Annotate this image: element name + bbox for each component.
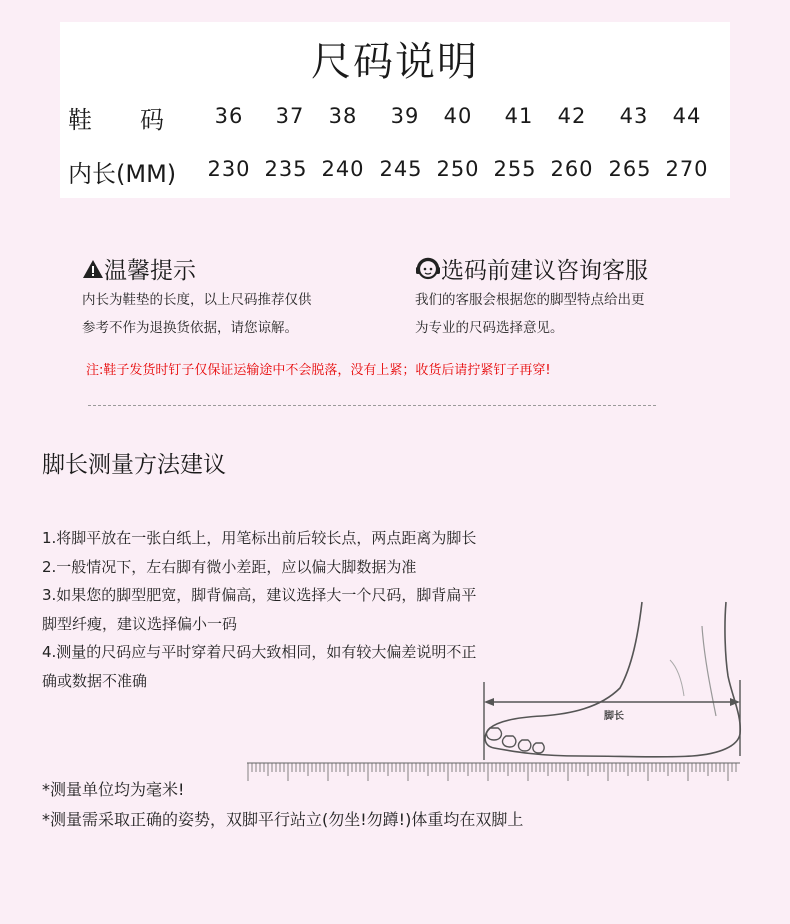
- consult-line: 为专业的尺码选择意见。: [415, 320, 564, 336]
- length-cell: 235: [264, 157, 308, 181]
- consult-heading: [415, 252, 648, 287]
- warm-tip-heading: [82, 252, 196, 285]
- size-cell: 43: [619, 104, 649, 128]
- consult-title: 选码前建议咨询客服: [441, 258, 648, 284]
- consult-line: 我们的客服会根据您的脚型特点给出更: [415, 292, 645, 308]
- method-step: 3.如果您的脚型肥宽，脚背偏高，建议选择大一个尺码，脚背扁平: [42, 586, 477, 604]
- length-cell: 265: [608, 157, 652, 181]
- length-cell: 255: [493, 157, 537, 181]
- inner-length-label: 内长(MM): [68, 160, 177, 188]
- size-cell: 40: [443, 104, 473, 128]
- foot-measure-diagram: [470, 596, 750, 786]
- ruler: [247, 762, 740, 784]
- method-step: 脚型纤瘦，建议选择偏小一码: [42, 614, 238, 633]
- customer-service-icon: [415, 257, 441, 287]
- method-step: 2.一般情况下，左右脚有微小差距，应以偏大脚数据为准: [42, 557, 417, 576]
- method-title: 脚长测量方法建议: [42, 452, 226, 478]
- warning-icon: [82, 259, 104, 285]
- size-cell: 37: [275, 104, 305, 128]
- size-cell: 39: [390, 104, 420, 128]
- size-cell: 44: [672, 104, 702, 128]
- page-title: 尺码说明: [311, 39, 479, 85]
- warm-tip-line: 参考不作为退换货依据，请您谅解。: [82, 320, 298, 336]
- warm-tip-text: [82, 286, 312, 342]
- foot-length-label: 脚长: [604, 711, 624, 722]
- length-cell: 270: [665, 157, 709, 181]
- length-cell: 250: [436, 157, 480, 181]
- warm-tip-line: 内长为鞋垫的长度，以上尺码推荐仅供: [82, 292, 312, 308]
- size-cell: 41: [504, 104, 534, 128]
- method-step: 确或数据不准确: [42, 671, 148, 690]
- section-divider: [88, 405, 656, 406]
- nail-warning-note: 注:鞋子发货时钉子仅保证运输途中不会脱落，没有上紧；收货后请拧紧钉子再穿!: [86, 363, 551, 378]
- consult-text: [415, 286, 645, 342]
- size-cell: 42: [557, 104, 587, 128]
- length-cell: 240: [321, 157, 365, 181]
- posture-footnote: *测量需采取正确的姿势，双脚平行站立(勿坐!勿蹲!)体重均在双脚上: [42, 810, 524, 829]
- length-cell: 230: [207, 157, 251, 181]
- warm-tip-title: 温馨提示: [104, 258, 196, 284]
- method-step: 4.测量的尺码应与平时穿着尺码大致相同，如有较大偏差说明不正: [42, 643, 477, 661]
- unit-footnote: *测量单位均为毫米!: [42, 780, 185, 799]
- size-cell: 36: [214, 104, 244, 128]
- shoe-size-label: 鞋 码: [68, 106, 164, 134]
- length-cell: 260: [550, 157, 594, 181]
- size-cell: 38: [328, 104, 358, 128]
- method-step: 1.将脚平放在一张白纸上，用笔标出前后较长点，两点距离为脚长: [42, 529, 477, 547]
- length-cell: 245: [379, 157, 423, 181]
